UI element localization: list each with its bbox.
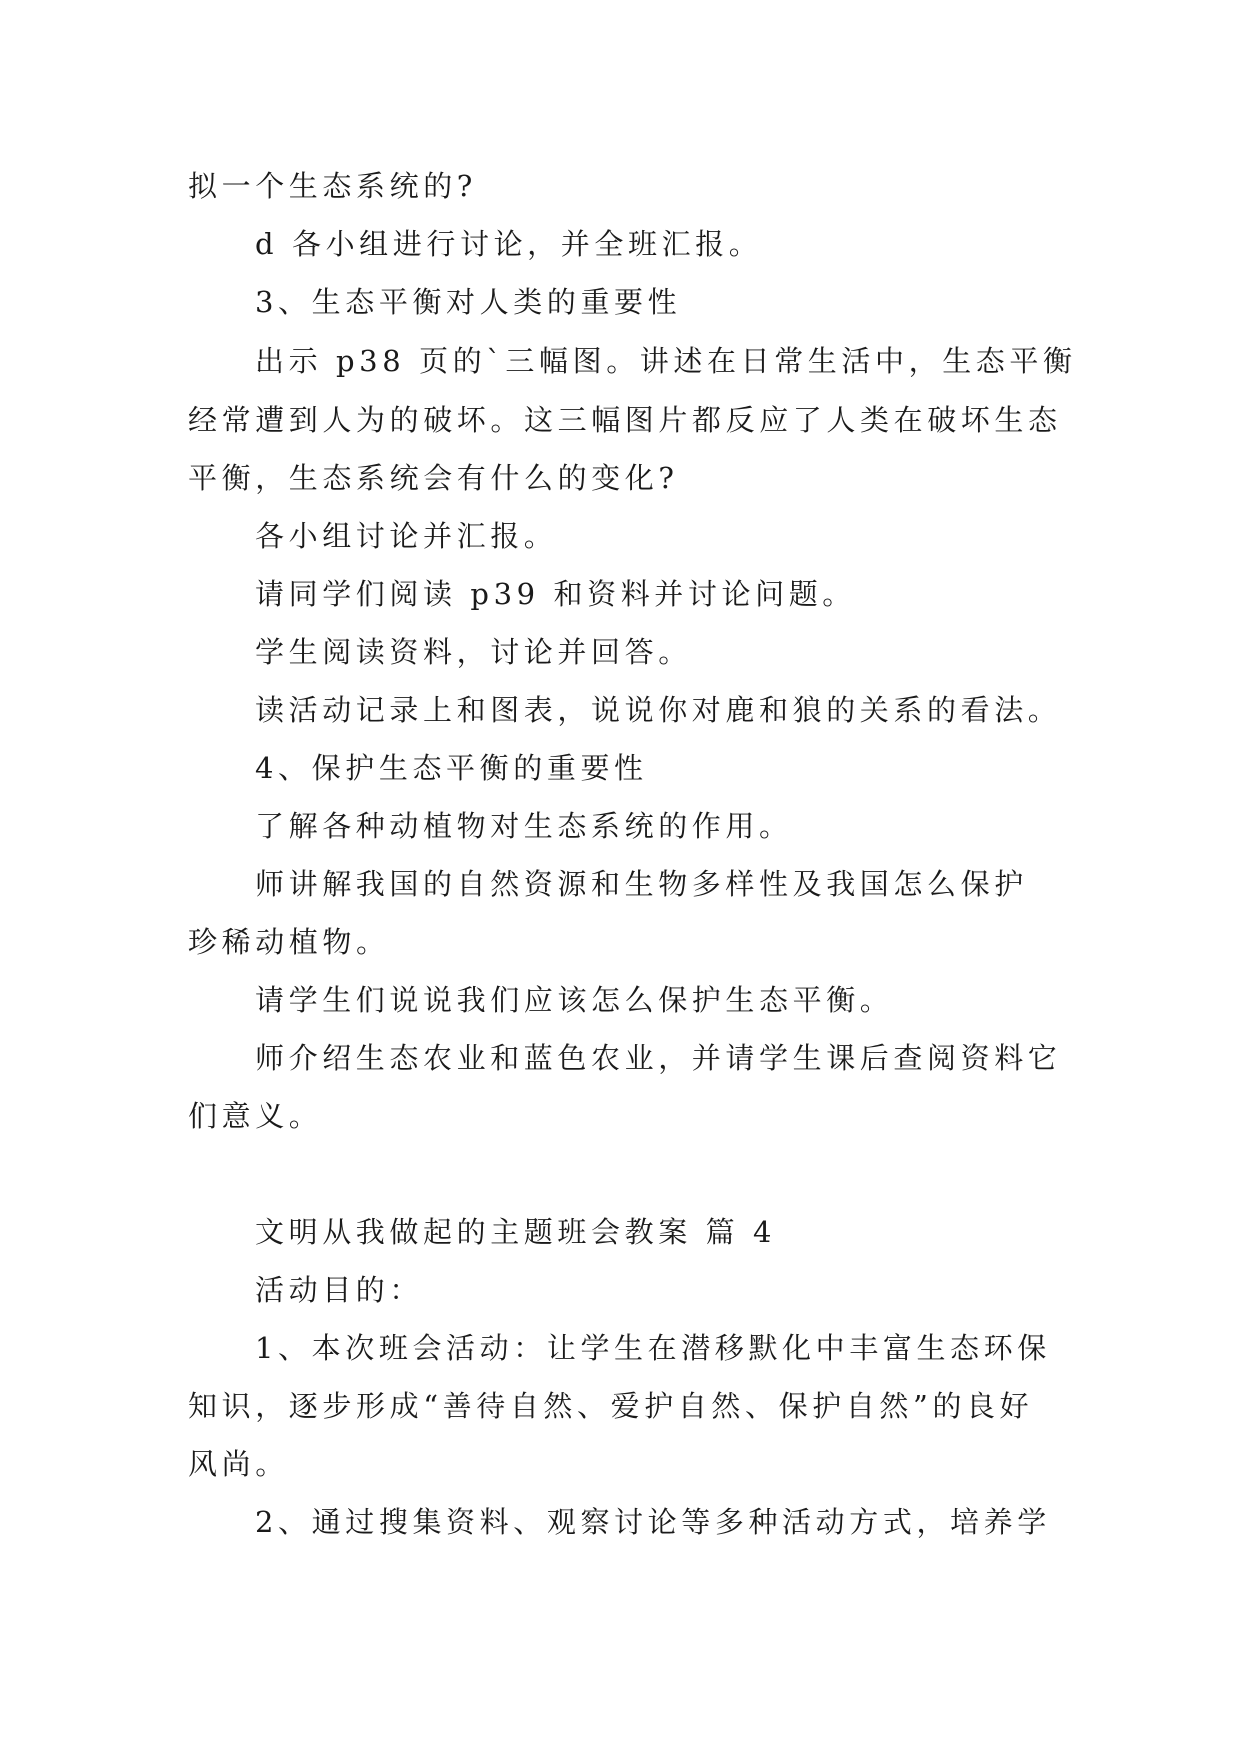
section-heading: 活动目的： bbox=[255, 1273, 424, 1307]
text-line: 知识，逐步形成“善待自然、爱护自然、保护自然”的良好 bbox=[188, 1389, 1034, 1423]
text-line: 拟一个生态系统的? bbox=[188, 169, 477, 203]
text-line: 们意义。 bbox=[188, 1099, 323, 1133]
text-line: 珍稀动植物。 bbox=[188, 925, 390, 959]
text-line: 经常遭到人为的破坏。这三幅图片都反应了人类在破坏生态 bbox=[188, 403, 1062, 437]
text-line: 出示 p38 页的`三幅图。讲述在日常生活中，生态平衡 bbox=[255, 344, 1077, 378]
text-line: 读活动记录上和图表，说说你对鹿和狼的关系的看法。 bbox=[255, 693, 1062, 727]
section-heading: 3、生态平衡对人类的重要性 bbox=[255, 285, 682, 319]
text-line: 学生阅读资料，讨论并回答。 bbox=[255, 635, 692, 669]
text-line: 师讲解我国的自然资源和生物多样性及我国怎么保护 bbox=[255, 867, 1028, 901]
text-line: 了解各种动植物对生态系统的作用。 bbox=[255, 809, 793, 843]
article-title: 文明从我做起的主题班会教案 篇 4 bbox=[255, 1215, 777, 1249]
section-heading: 4、保护生态平衡的重要性 bbox=[255, 751, 648, 785]
text-line: 请同学们阅读 p39 和资料并讨论问题。 bbox=[255, 577, 856, 611]
text-line: 各小组讨论并汇报。 bbox=[255, 519, 558, 553]
text-line: d 各小组进行讨论，并全班汇报。 bbox=[255, 227, 763, 261]
text-line: 师介绍生态农业和蓝色农业，并请学生课后查阅资料它 bbox=[255, 1041, 1062, 1075]
text-line: 1、本次班会活动：让学生在潜移默化中丰富生态环保 bbox=[255, 1331, 1051, 1365]
text-line: 风尚。 bbox=[188, 1447, 289, 1481]
text-line: 2、通过搜集资料、观察讨论等多种活动方式，培养学 bbox=[255, 1505, 1051, 1539]
text-line: 请学生们说说我们应该怎么保护生态平衡。 bbox=[255, 983, 894, 1017]
text-line: 平衡，生态系统会有什么的变化? bbox=[188, 461, 679, 495]
